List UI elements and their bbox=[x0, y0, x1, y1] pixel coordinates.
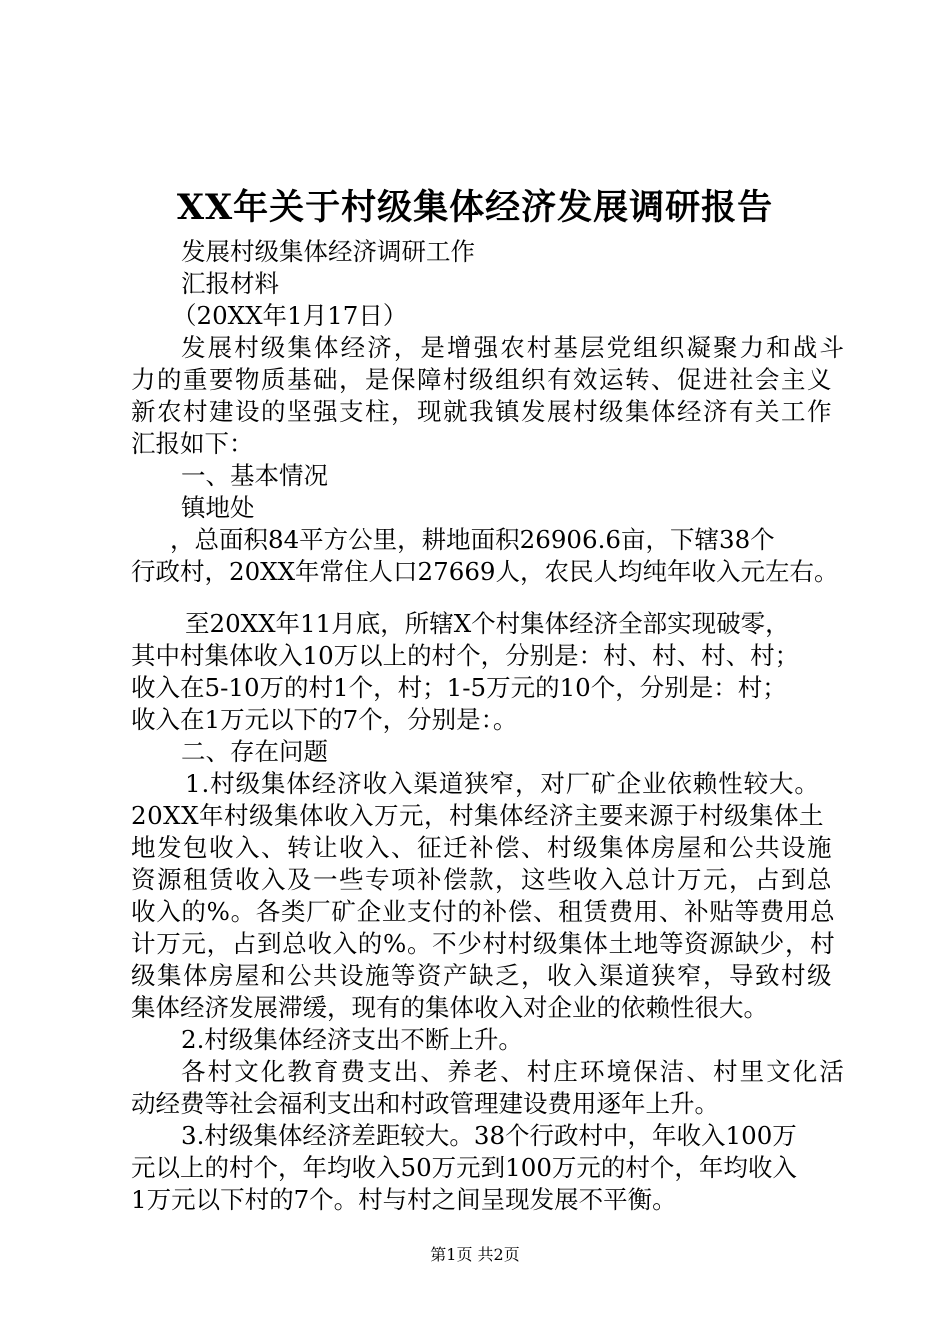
paragraph-line: 行政村，20XX年常住人口27669人，农民人均纯年收入元左右。 bbox=[131, 557, 839, 586]
paragraph-line: 20XX年村级集体收入万元，村集体经济主要来源于村级集体土 bbox=[131, 801, 825, 830]
paragraph-line: 计万元，占到总收入的%。不少村村级集体土地等资源缺少，村 bbox=[131, 929, 836, 958]
paragraph-line: 2.村级集体经济支出不断上升。 bbox=[181, 1025, 523, 1054]
paragraph-line: 收入的%。各类厂矿企业支付的补偿、租赁费用、补贴等费用总 bbox=[131, 897, 836, 926]
paragraph-line: 至20XX年11月底，所辖X个村集体经济全部实现破零， bbox=[185, 609, 790, 638]
paragraph-line: 各村文化教育费支出、养老、村庄环境保洁、村里文化活 bbox=[181, 1057, 846, 1086]
paragraph-line: 发展村级集体经济，是增强农村基层党组织凝聚力和战斗 bbox=[181, 333, 846, 362]
paragraph-line: 元以上的村个，年均收入50万元到100万元的村个，年均收入 bbox=[131, 1153, 797, 1182]
subtitle-line: 汇报材料 bbox=[181, 269, 279, 298]
document-title: XX年关于村级集体经济发展调研报告 bbox=[176, 187, 774, 228]
paragraph-line: 地发包收入、转让收入、征迁补偿、村级集体房屋和公共设施 bbox=[131, 833, 833, 862]
paragraph-line: 1.村级集体经济收入渠道狭窄，对厂矿企业依赖性较大。 bbox=[185, 769, 820, 798]
paragraph-line: 3.村级集体经济差距较大。38个行政村中，年收入100万 bbox=[181, 1121, 797, 1150]
section-heading: 一、基本情况 bbox=[181, 461, 328, 490]
section-heading: 二、存在问题 bbox=[181, 737, 328, 766]
paragraph-line: 资源租赁收入及一些专项补偿款，这些收入总计万元，占到总 bbox=[131, 865, 833, 894]
paragraph-line: 动经费等社会福利支出和村政管理建设费用逐年上升。 bbox=[131, 1089, 719, 1118]
paragraph-line: 其中村集体收入10万以上的村个，分别是：村、村、村、村； bbox=[131, 641, 800, 670]
paragraph-line: 力的重要物质基础，是保障村级组织有效运转、促进社会主义 bbox=[131, 365, 833, 394]
paragraph-line: 集体经济发展滞缓，现有的集体收入对企业的依赖性很大。 bbox=[131, 993, 768, 1022]
paragraph-line: 新农村建设的坚强支柱，现就我镇发展村级集体经济有关工作 bbox=[131, 397, 833, 426]
paragraph-line: 镇地处 bbox=[181, 493, 255, 522]
subtitle-line: 发展村级集体经济调研工作 bbox=[181, 237, 475, 266]
paragraph-line: ，总面积84平方公里，耕地面积26906.6亩，下辖38个 bbox=[170, 525, 775, 554]
paragraph-line: 收入在5-10万的村1个，村；1-5万元的10个，分别是：村； bbox=[131, 673, 787, 702]
date-line: （20XX年1月17日） bbox=[172, 301, 408, 330]
page-footer: 第1页 共2页 bbox=[430, 1245, 520, 1264]
paragraph-line: 收入在1万元以下的7个，分别是：。 bbox=[131, 705, 518, 734]
paragraph-line: 级集体房屋和公共设施等资产缺乏，收入渠道狭窄，导致村级 bbox=[131, 961, 833, 990]
paragraph-line: 汇报如下： bbox=[131, 429, 254, 458]
paragraph-line: 1万元以下村的7个。村与村之间呈现发展不平衡。 bbox=[131, 1185, 677, 1214]
